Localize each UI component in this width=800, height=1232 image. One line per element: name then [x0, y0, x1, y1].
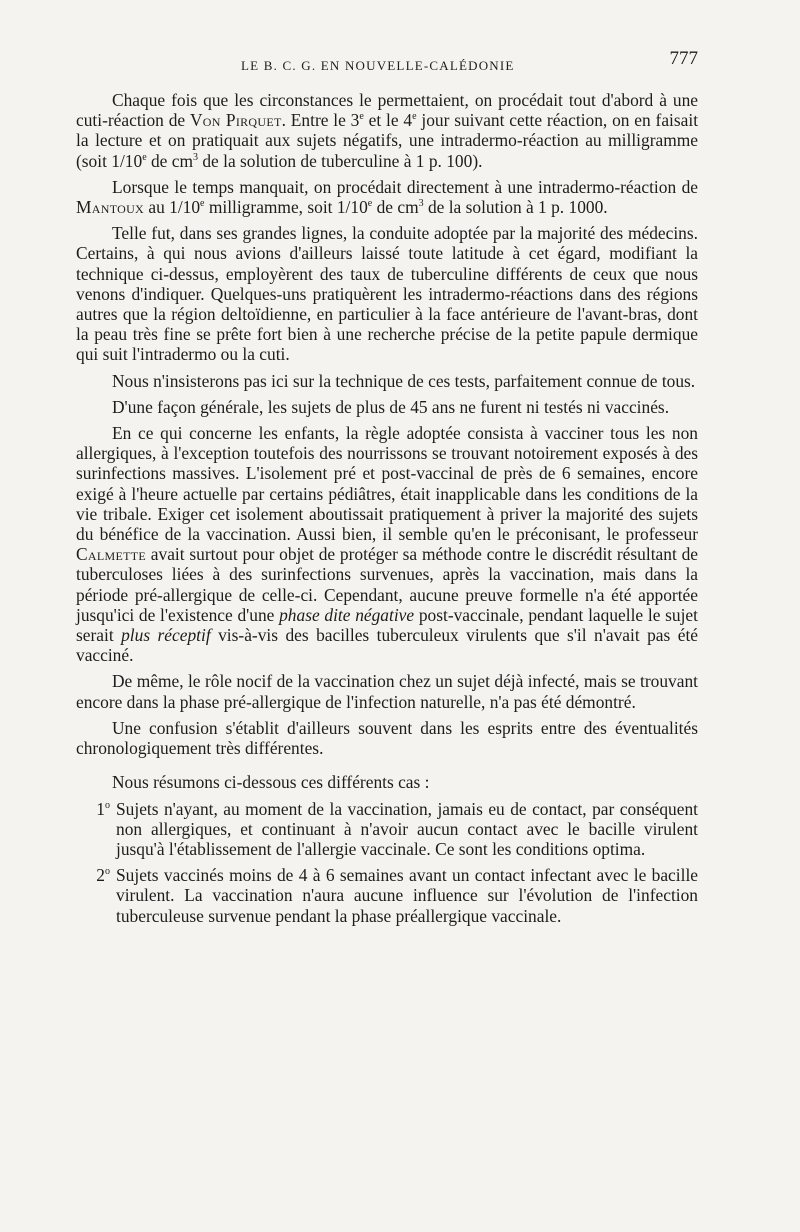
italic-term: plus réceptif [121, 625, 211, 646]
paragraph-6: En ce qui concerne les enfants, la règle adoptée consista à vacciner tous les non allergiques, à l'exception toutefois des nourrissons se trouvant notoirement exposés à des surinfections massives. L'isolement pré et post-vaccinal de près de 6 semaines, encore exigé à l'heure actuelle par certains pédiâtres, était inapplicable dans les conditions de la vie tribale. Exiger cet isolement aboutissait pratiquement à priver la majorité des sujets du bénéfice de la vaccination. Aussi bien, il semble qu'en le préconisant, le professeur Calmette avait surtout pour objet de protéger sa méthode contre le discrédit résultant de tuberculoses liées à des surinfections survenues, après la vaccination, mais dans la période pré-allergique de celle-ci. Cependant, aucune preuve formelle n'a été apportée jusqu'ici de l'existence d'une phase dite négative post-vaccinale, pendant laquelle le sujet serait plus réceptif vis-à-vis des bacilles tuberculeux virulents que s'il n'avait pas été vacciné. [76, 423, 698, 666]
paragraph-9: Nous résumons ci-dessous ces différents cas : [112, 772, 430, 793]
list-item [76, 799, 698, 860]
paragraph-7: De même, le rôle nocif de la vaccination chez un sujet déjà infecté, mais se trouvant encore dans la phase pré-allergique de l'infection naturelle, n'a pas été démontré. [76, 671, 698, 712]
italic-term: phase dite négative [279, 604, 415, 625]
running-title: LE B. C. G. EN NOUVELLE-CALÉDONIE [241, 58, 515, 73]
list-number: 2$^o$ [96, 865, 110, 886]
list-number: 1$^o$ [96, 798, 110, 819]
list-item-text: Sujets vaccinés moins de 4 à 6 semaines avant un contact infectant avec le bacille virulent. La vaccination n'aura aucune influence sur l'évolution de l'infection tuberculeuse survenue pendant la phase préallergique vaccinale. [116, 865, 698, 926]
paragraph-4: Nous n'insisterons pas ici sur la technique de ces tests, parfaitement connue de tous. [112, 370, 696, 391]
paragraph-2: Lorsque le temps manquait, on procédait directement à une intradermo-réaction de Mantoux au 1/10e milligramme, soit 1/10e de $cm^3$ de la solution à 1 p. 1000. [76, 176, 698, 218]
paragraph-5: D'une façon générale, les sujets de plus de 45 ans ne furent ni testés ni vaccinés. [112, 396, 670, 417]
paragraph-8: Une confusion s'établit d'ailleurs souvent dans les esprits entre des éventualités chronologiquement très différentes. [76, 717, 698, 759]
running-header [76, 46, 698, 76]
article-body [76, 90, 698, 926]
page-number: 777 [669, 48, 698, 69]
author-name: Mantoux [76, 197, 145, 218]
paragraph-3: Telle fut, dans ses grandes lignes, la conduite adoptée par la majorité des médecins. Certains, à qui nous avions d'ailleurs laissé toute latitude à cet égard, modifiant la technique ci-dessus, employèrent des taux de tuberculine différents de ceux que nous venons d'indiquer. Quelques-uns pratiquèrent les intradermo-réactions dans des régions autres que la région deltoïdienne, en particulier à la face antérieure de l'avant-bras, dont la peau très fine se prête fort bien à une recherche précise de la petite papule dermique qui suit l'intradermo ou la cuti. [76, 223, 698, 365]
author-name: Von Pirquet [189, 110, 282, 131]
page [76, 46, 698, 932]
list-item-text: Sujets n'ayant, au moment de la vaccination, jamais eu de contact, par conséquent non allergiques, et continuant à n'avoir aucun contact avec le bacille virulent jusqu'à l'établissement de l'allergie vaccinale. Ce sont les conditions optima. [116, 798, 698, 859]
list-item [76, 865, 698, 926]
author-name: Calmette [76, 544, 146, 565]
paragraph-1: Chaque fois que les circonstances le permettaient, on procédait tout d'abord à une cuti-réaction de Von Pirquet. Entre le 3e et le 4e jour suivant cette réaction, on en faisait la lecture et on pratiquait aux sujets négatifs, une intradermo-réaction au milligramme (soit 1/10e de $cm^3$ de la solution de tuberculine à 1 p. 100). [76, 90, 699, 171]
